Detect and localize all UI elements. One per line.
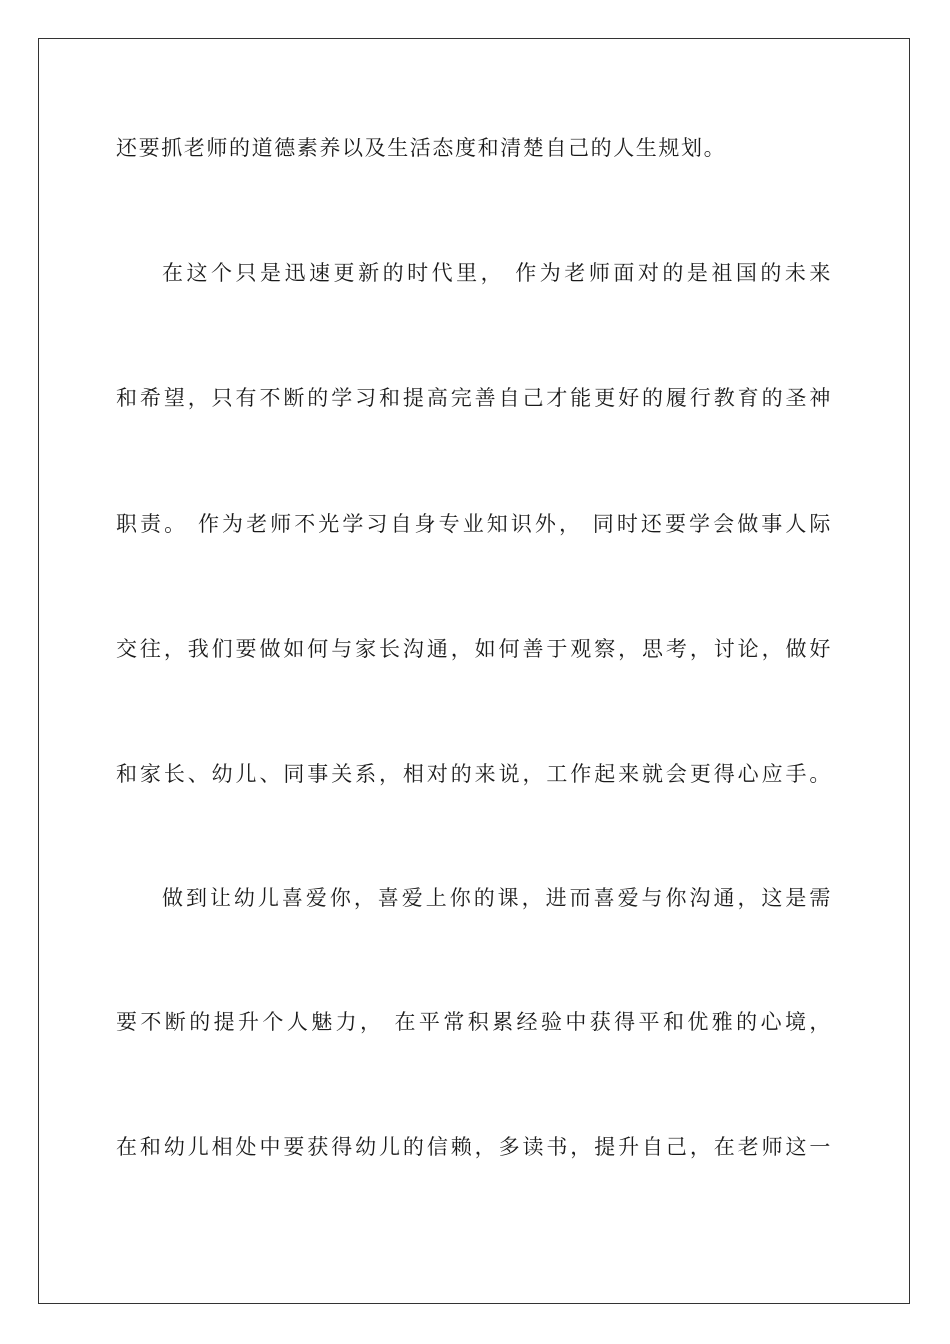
text-line-2: 在这个只是迅速更新的时代里， 作为老师面对的是祖国的未来: [162, 261, 832, 285]
text-line-1: 还要抓老师的道德素养以及生活态度和清楚自己的人生规划。: [116, 136, 727, 160]
text-line-9: 在和幼儿相处中要获得幼儿的信赖，多读书，提升自己，在老师这一: [116, 1135, 832, 1159]
text-line-4: 职责。 作为老师不光学习自身专业知识外， 同时还要学会做事人际: [116, 512, 832, 536]
text-line-7: 做到让幼儿喜爱你，喜爱上你的课，进而喜爱与你沟通，这是需: [162, 886, 832, 910]
page-border: [38, 38, 910, 1304]
text-line-8: 要不断的提升个人魅力， 在平常积累经验中获得平和优雅的心境，: [116, 1010, 832, 1034]
text-line-6: 和家长、幼儿、同事关系，相对的来说，工作起来就会更得心应手。: [116, 762, 832, 786]
text-line-5: 交往，我们要做如何与家长沟通，如何善于观察，思考，讨论，做好: [116, 637, 832, 661]
text-line-3: 和希望，只有不断的学习和提高完善自己才能更好的履行教育的圣神: [116, 386, 832, 410]
